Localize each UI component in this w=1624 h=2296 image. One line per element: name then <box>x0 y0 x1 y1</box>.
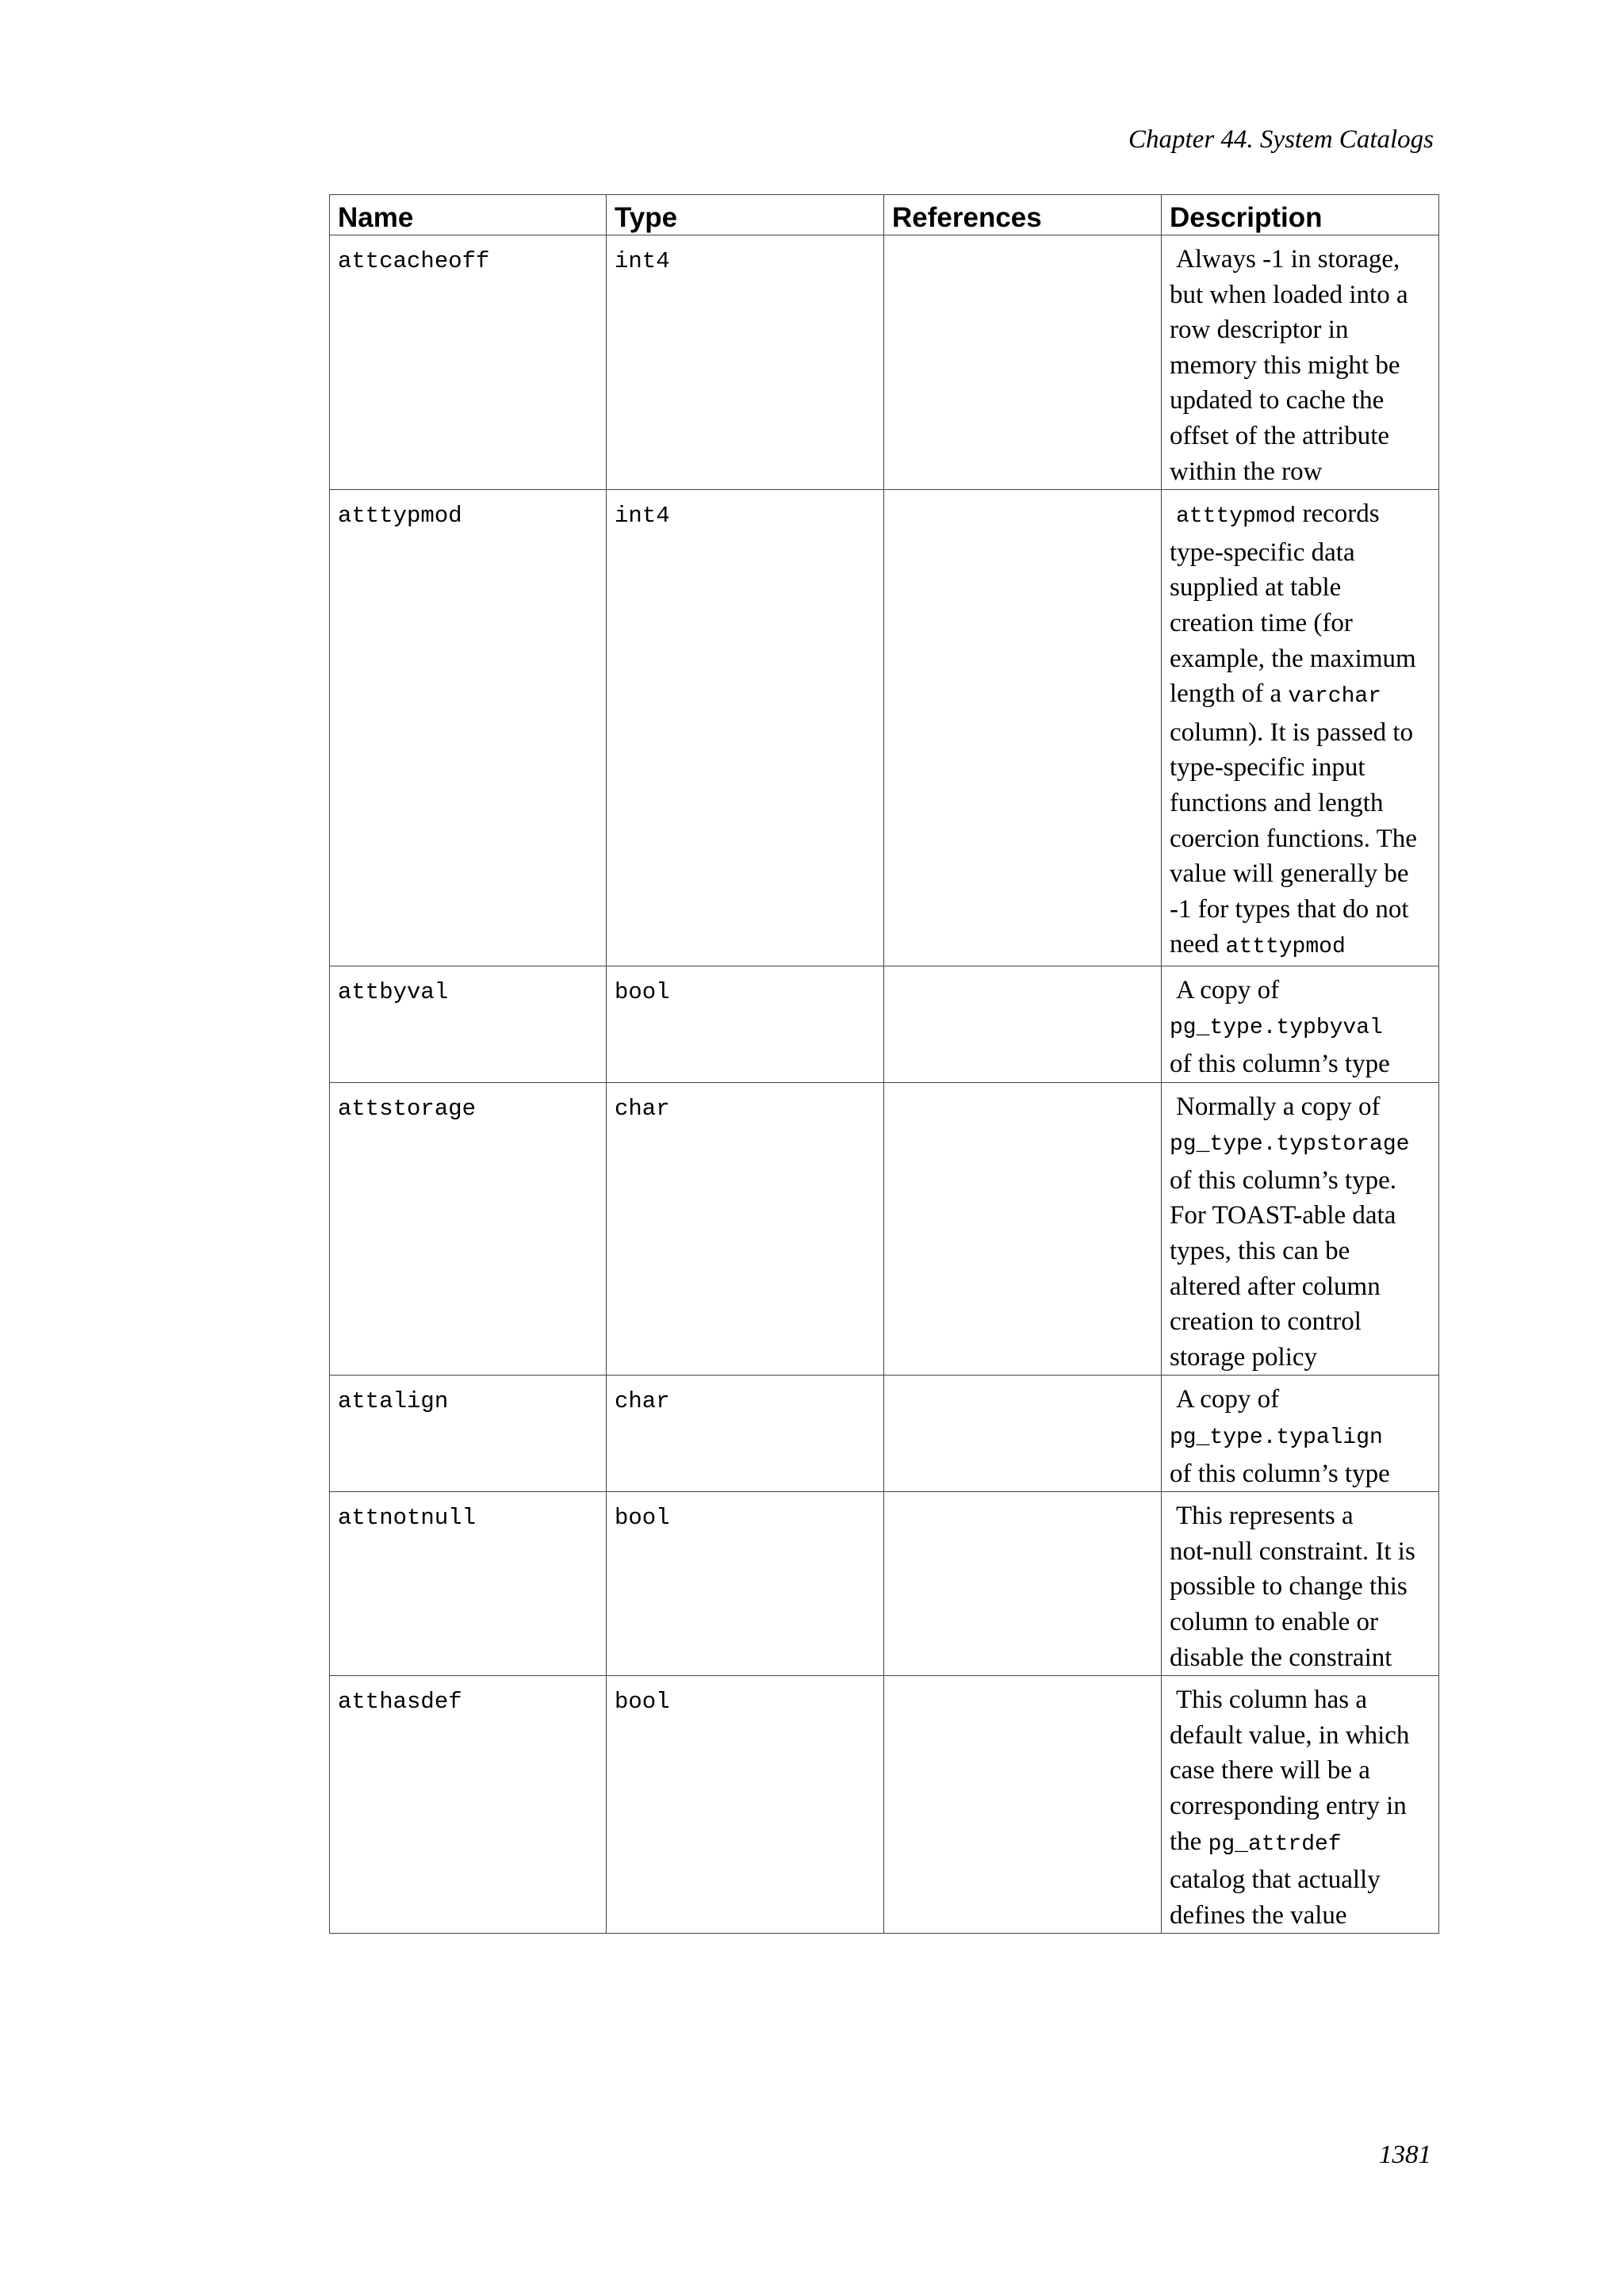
desc-code: varchar <box>1288 684 1381 710</box>
desc-line: not-null constraint. It is <box>1170 1536 1415 1566</box>
cell-references <box>884 1676 1162 1934</box>
cell-description <box>1162 235 1439 490</box>
cell-name: attnotnull <box>330 1492 607 1676</box>
column-header-name: Name <box>330 195 607 235</box>
cell-references <box>884 490 1162 966</box>
desc-line: value will generally be <box>1170 859 1409 889</box>
desc-line: functions and length <box>1170 788 1384 817</box>
desc-line: This column has a <box>1176 1686 1368 1715</box>
desc-line: defines the value <box>1170 1900 1347 1930</box>
cell-description <box>1162 1676 1439 1934</box>
desc-line: of this column’s type <box>1170 1050 1390 1079</box>
cell-description <box>1162 1492 1439 1676</box>
desc-code: pg_type.typbyval <box>1170 1016 1383 1041</box>
desc-line: catalog that actually <box>1170 1866 1381 1895</box>
cell-type: int4 <box>607 490 884 966</box>
desc-line: storage policy <box>1170 1342 1318 1372</box>
cell-references <box>884 1082 1162 1376</box>
desc-line: A copy of <box>1176 1385 1280 1414</box>
desc-code: atttypmod <box>1176 504 1297 530</box>
desc-line: type-specific data <box>1170 538 1355 567</box>
table-row <box>330 1492 1439 1676</box>
cell-references <box>884 1492 1162 1676</box>
desc-line: memory this might be <box>1170 350 1400 380</box>
desc-text: length of a <box>1170 679 1289 709</box>
desc-text: the <box>1170 1827 1208 1856</box>
desc-line: row descriptor in <box>1170 316 1349 345</box>
desc-line: offset of the attribute <box>1170 421 1390 450</box>
cell-type: char <box>607 1376 884 1492</box>
desc-text: need <box>1170 930 1226 959</box>
cell-description <box>1162 966 1439 1082</box>
cell-name: attbyval <box>330 966 607 1082</box>
desc-line: supplied at table <box>1170 573 1342 603</box>
table-header-row <box>330 195 1439 235</box>
cell-name: attalign <box>330 1376 607 1492</box>
desc-line: but when loaded into a <box>1170 280 1408 309</box>
desc-line: A copy of <box>1176 975 1280 1004</box>
cell-type: bool <box>607 966 884 1082</box>
desc-line: example, the maximum <box>1170 644 1416 673</box>
table-row <box>330 966 1439 1082</box>
desc-code: pg_type.typalign <box>1170 1425 1383 1450</box>
desc-line: creation to control <box>1170 1307 1362 1337</box>
desc-line: coercion functions. The <box>1170 824 1417 853</box>
desc-line: For TOAST-able data <box>1170 1201 1396 1230</box>
pg-attribute-columns-table <box>329 194 1439 1934</box>
desc-line: types, this can be <box>1170 1237 1350 1266</box>
cell-description <box>1162 1082 1439 1376</box>
desc-line: disable the constraint <box>1170 1643 1392 1672</box>
cell-type: bool <box>607 1676 884 1934</box>
desc-line: within the row <box>1170 457 1323 486</box>
table-row <box>330 1376 1439 1492</box>
desc-line: This represents a <box>1176 1502 1354 1531</box>
desc-line: default value, in which <box>1170 1720 1410 1750</box>
desc-line: type-specific input <box>1170 753 1365 783</box>
cell-references <box>884 235 1162 490</box>
desc-line: Normally a copy of <box>1176 1092 1381 1121</box>
column-header-type: Type <box>607 195 884 235</box>
cell-references <box>884 966 1162 1082</box>
chapter-header: Chapter 44. System Catalogs <box>1128 125 1434 154</box>
desc-line: creation time (for <box>1170 608 1353 637</box>
cell-name: atthasdef <box>330 1676 607 1934</box>
cell-description <box>1162 490 1439 966</box>
desc-code: pg_type.typstorage <box>1170 1132 1410 1158</box>
desc-line: case there will be a <box>1170 1756 1370 1785</box>
cell-references <box>884 1376 1162 1492</box>
table-row <box>330 1676 1439 1934</box>
column-header-description: Description <box>1162 195 1439 235</box>
cell-name: attstorage <box>330 1082 607 1376</box>
page-number: 1381 <box>1379 2141 1431 2169</box>
desc-line: updated to cache the <box>1170 386 1385 415</box>
table-row <box>330 235 1439 490</box>
desc-line: column). It is passed to <box>1170 718 1414 747</box>
desc-line: possible to change this <box>1170 1572 1408 1601</box>
desc-line: column to enable or <box>1170 1607 1379 1636</box>
desc-line: -1 for types that do not <box>1170 894 1409 924</box>
desc-code: atttypmod <box>1225 935 1346 960</box>
table-row <box>330 1082 1439 1376</box>
table-row <box>330 490 1439 966</box>
cell-name: attcacheoff <box>330 235 607 490</box>
cell-name: atttypmod <box>330 490 607 966</box>
desc-line: corresponding entry in <box>1170 1791 1407 1820</box>
cell-type: int4 <box>607 235 884 490</box>
column-header-references: References <box>884 195 1162 235</box>
cell-type: bool <box>607 1492 884 1676</box>
cell-description <box>1162 1376 1439 1492</box>
desc-line: of this column’s type. <box>1170 1165 1396 1195</box>
desc-line: of this column’s type <box>1170 1459 1390 1488</box>
desc-line: Always -1 in storage, <box>1176 245 1400 274</box>
cell-type: char <box>607 1082 884 1376</box>
desc-line: altered after column <box>1170 1272 1381 1301</box>
desc-code: pg_attrdef <box>1208 1831 1342 1857</box>
desc-text: records <box>1296 499 1380 529</box>
